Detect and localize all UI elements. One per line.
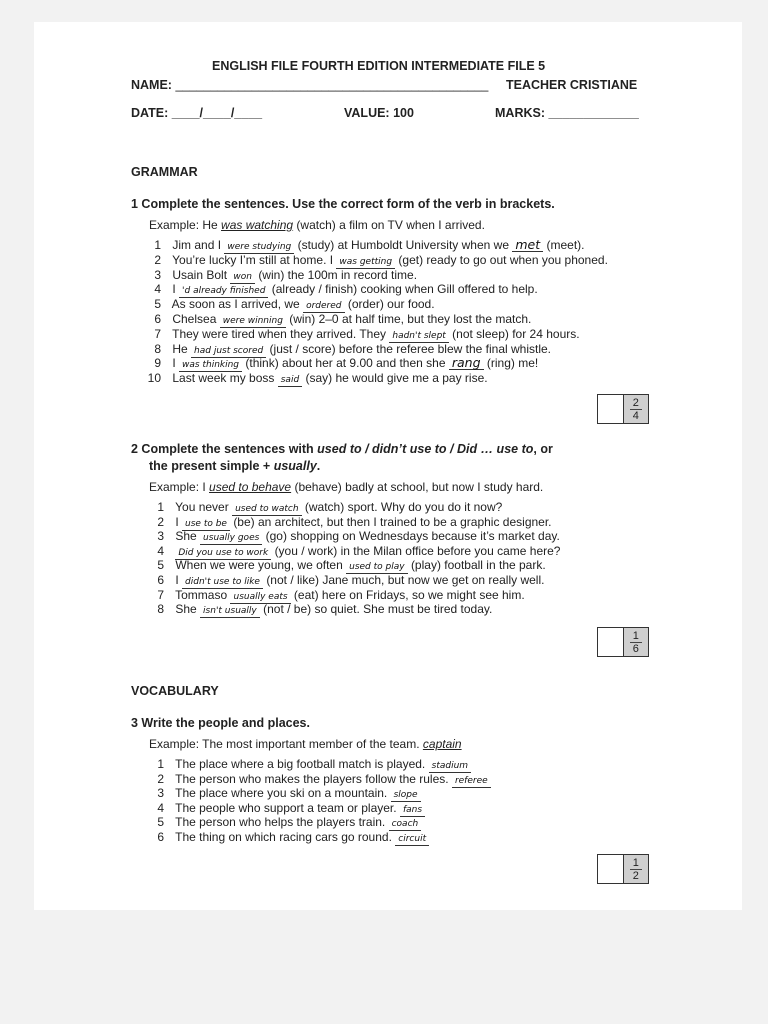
item-text: I — [172, 282, 176, 297]
answer-field[interactable]: stadium — [429, 760, 471, 773]
list-item — [147, 238, 585, 254]
name-blank: _____________________________________________ — [175, 78, 489, 92]
list-item — [150, 801, 425, 817]
item-text: Chelsea — [172, 312, 217, 326]
item-number: 5 — [154, 297, 161, 312]
item-text: (study) at Humboldt University when we — [297, 238, 510, 252]
q3-score-box — [597, 854, 649, 884]
marks-label: MARKS: _____________ — [495, 106, 639, 120]
item-text: As soon as I arrived, we — [171, 297, 300, 312]
answer-field[interactable]: rang — [449, 357, 484, 370]
list-item — [147, 327, 580, 343]
list-item — [150, 500, 502, 516]
list-item — [150, 588, 525, 604]
q1-score-box — [597, 394, 649, 424]
item-text: (win) the 100m in record time. — [258, 267, 418, 282]
list-item — [150, 815, 421, 831]
q3-example: Example: The most important member of the team. captain — [149, 737, 462, 751]
item-text: (be) an architect, but then I trained to be a graphic designer. — [233, 514, 552, 529]
item-text: The people who support a team or player. — [175, 800, 397, 815]
item-text: (go) shopping on Wednesdays because it’s market day. — [265, 529, 560, 544]
answer-field[interactable]: were winning — [220, 315, 286, 328]
item-text: The thing on which racing cars go round. — [175, 830, 392, 844]
item-number: 6 — [157, 830, 164, 844]
list-item — [150, 529, 560, 545]
answer-field[interactable]: was thinking — [179, 359, 242, 372]
item-number: 5 — [157, 558, 164, 573]
q3-example-answer: captain — [422, 737, 462, 751]
answer-field[interactable]: used to play — [346, 561, 407, 574]
answer-field[interactable]: circuit — [395, 833, 429, 846]
list-item — [147, 356, 538, 372]
score-entry — [598, 628, 624, 656]
list-item — [147, 312, 531, 328]
item-number: 1 — [154, 238, 161, 252]
q1-example: Example: He was watching (watch) a film on TV when I arrived. — [149, 218, 485, 232]
item-text: You never — [175, 500, 229, 514]
list-item — [150, 515, 552, 531]
list-item — [150, 772, 491, 788]
item-text: I — [175, 514, 179, 529]
item-number: 7 — [154, 326, 161, 341]
section-grammar-title: GRAMMAR — [131, 165, 198, 179]
item-text: (say) he would give me a pay rise. — [305, 371, 488, 386]
list-item — [150, 573, 544, 589]
item-number: 1 — [157, 500, 164, 514]
item-text: (watch) sport. Why do you do it now? — [304, 500, 503, 514]
item-text: I — [175, 573, 179, 587]
item-text: (meet). — [546, 238, 585, 252]
answer-field[interactable]: coach — [389, 818, 422, 831]
q3-instruction: 3 Write the people and places. — [131, 716, 310, 730]
list-item — [150, 830, 429, 846]
item-text: He — [172, 341, 188, 356]
answer-field[interactable]: ordered — [303, 300, 344, 313]
q1-instruction: 1 Complete the sentences. Use the correct form of the verb in brackets. — [131, 197, 555, 211]
answer-field[interactable]: used to watch — [232, 503, 301, 516]
item-text: (play) football in the park. — [410, 558, 546, 573]
answer-field[interactable]: 'd already finished — [179, 285, 268, 298]
item-text: (already / finish) cooking when Gill offered to help. — [271, 282, 538, 297]
q2-example-answer: used to behave — [209, 480, 292, 494]
q2-example: Example: I used to behave (behave) badly at school, but now I study hard. — [149, 480, 544, 494]
name-label: NAME: — [131, 78, 172, 92]
item-text: (ring) me! — [486, 356, 539, 371]
value-label: VALUE: 100 — [344, 106, 414, 120]
item-text: (think) about her at 9.00 and then she — [245, 356, 446, 371]
item-text: The place where you ski on a mountain. — [175, 786, 388, 801]
item-text: You’re lucky I’m still at home. I — [172, 252, 334, 267]
item-text: The person who helps the players train. — [175, 815, 386, 830]
list-item — [150, 544, 560, 560]
list-item — [147, 297, 435, 313]
section-vocabulary-title: VOCABULARY — [131, 684, 219, 698]
item-text: I — [172, 356, 176, 371]
teacher-label: TEACHER CRISTIANE — [506, 78, 638, 92]
item-number: 8 — [154, 341, 161, 356]
list-item — [147, 268, 417, 284]
answer-field[interactable]: were studying — [224, 241, 294, 254]
item-text: Jim and I — [172, 238, 222, 252]
list-item — [147, 253, 608, 269]
item-number: 2 — [157, 771, 164, 786]
score-fraction: $\frac{1}{2}$ — [624, 855, 649, 883]
item-text: (eat) here on Fridays, so we might see him. — [293, 587, 525, 602]
name-line — [131, 78, 488, 92]
answer-field[interactable]: Did you use to work — [175, 547, 271, 560]
item-text: When we were young, we often — [175, 558, 343, 573]
list-item — [150, 757, 471, 773]
list-item — [147, 282, 538, 298]
q2-instruction: 2 Complete the sentences with used to / didn’t use to / Did … use to, or — [131, 442, 553, 456]
item-text: (you / work) in the Milan office before you came here? — [274, 543, 561, 558]
list-item — [150, 558, 546, 574]
answer-field[interactable]: referee — [452, 775, 491, 788]
answer-field[interactable]: usually eats — [230, 591, 290, 604]
item-text: Tommaso — [175, 587, 228, 602]
item-number: 3 — [157, 786, 164, 801]
answer-field[interactable]: isn't usually — [200, 605, 260, 618]
item-number: 6 — [157, 573, 164, 587]
item-number: 1 — [157, 757, 164, 771]
item-text: (not / be) so quiet. She must be tired today. — [263, 602, 493, 617]
date-label: DATE: ____/____/____ — [131, 106, 263, 120]
answer-field[interactable]: was getting — [336, 256, 395, 269]
q1-example-answer: was watching — [221, 218, 294, 232]
answer-field[interactable]: use to be — [182, 518, 230, 531]
item-number: 2 — [157, 514, 164, 529]
item-number: 9 — [154, 356, 161, 371]
item-text: (win) 2–0 at half time, but they lost the match. — [289, 312, 532, 326]
list-item — [150, 786, 421, 802]
score-entry — [598, 855, 624, 883]
worksheet-title: ENGLISH FILE FOURTH EDITION INTERMEDIATE FILE 5 — [212, 59, 546, 73]
item-text: (order) our food. — [347, 297, 435, 312]
item-number: 8 — [157, 602, 164, 617]
item-number: 7 — [157, 587, 164, 602]
item-number: 2 — [154, 252, 161, 267]
q2-score-box — [597, 627, 649, 657]
score-fraction: $\frac{2}{4}$ — [624, 395, 649, 423]
item-text: The place where a big football match is played. — [175, 757, 426, 771]
answer-field[interactable]: met — [512, 239, 543, 252]
score-fraction: $\frac{1}{6}$ — [624, 628, 649, 656]
answer-field[interactable]: usually goes — [200, 532, 262, 545]
item-number: 6 — [154, 312, 161, 326]
list-item — [150, 602, 492, 618]
item-text: The person who makes the players follow the rules. — [175, 771, 449, 786]
item-text: (not / like) Jane much, but now we get on really well. — [266, 573, 545, 587]
item-number: 3 — [154, 267, 161, 282]
item-text: Last week my boss — [172, 371, 275, 386]
item-text: (not sleep) for 24 hours. — [452, 326, 580, 341]
answer-field[interactable]: had just scored — [191, 345, 266, 358]
answer-field[interactable]: didn't use to like — [182, 576, 263, 589]
item-text: She — [175, 602, 197, 617]
q2-instruction-line2: the present simple + usually. — [149, 459, 321, 473]
item-number: 4 — [157, 543, 164, 558]
item-number: 5 — [157, 815, 164, 830]
item-text: Usain Bolt — [172, 267, 228, 282]
answer-field[interactable]: fans — [400, 804, 425, 817]
answer-field[interactable]: won — [230, 271, 255, 284]
score-entry — [598, 395, 624, 423]
answer-field[interactable]: said — [278, 374, 302, 387]
list-item — [147, 371, 488, 387]
item-number: 3 — [157, 529, 164, 544]
item-text: (get) ready to go out when you phoned. — [398, 252, 608, 267]
item-text: (just / score) before the referee blew the final whistle. — [269, 341, 552, 356]
item-number: 10 — [147, 371, 161, 386]
answer-field[interactable]: hadn't slept — [389, 330, 448, 343]
item-number: 4 — [154, 282, 161, 297]
answer-field[interactable]: slope — [391, 789, 421, 802]
item-text: She — [175, 529, 197, 544]
item-text: They were tired when they arrived. They — [172, 326, 387, 341]
item-number: 4 — [157, 800, 164, 815]
